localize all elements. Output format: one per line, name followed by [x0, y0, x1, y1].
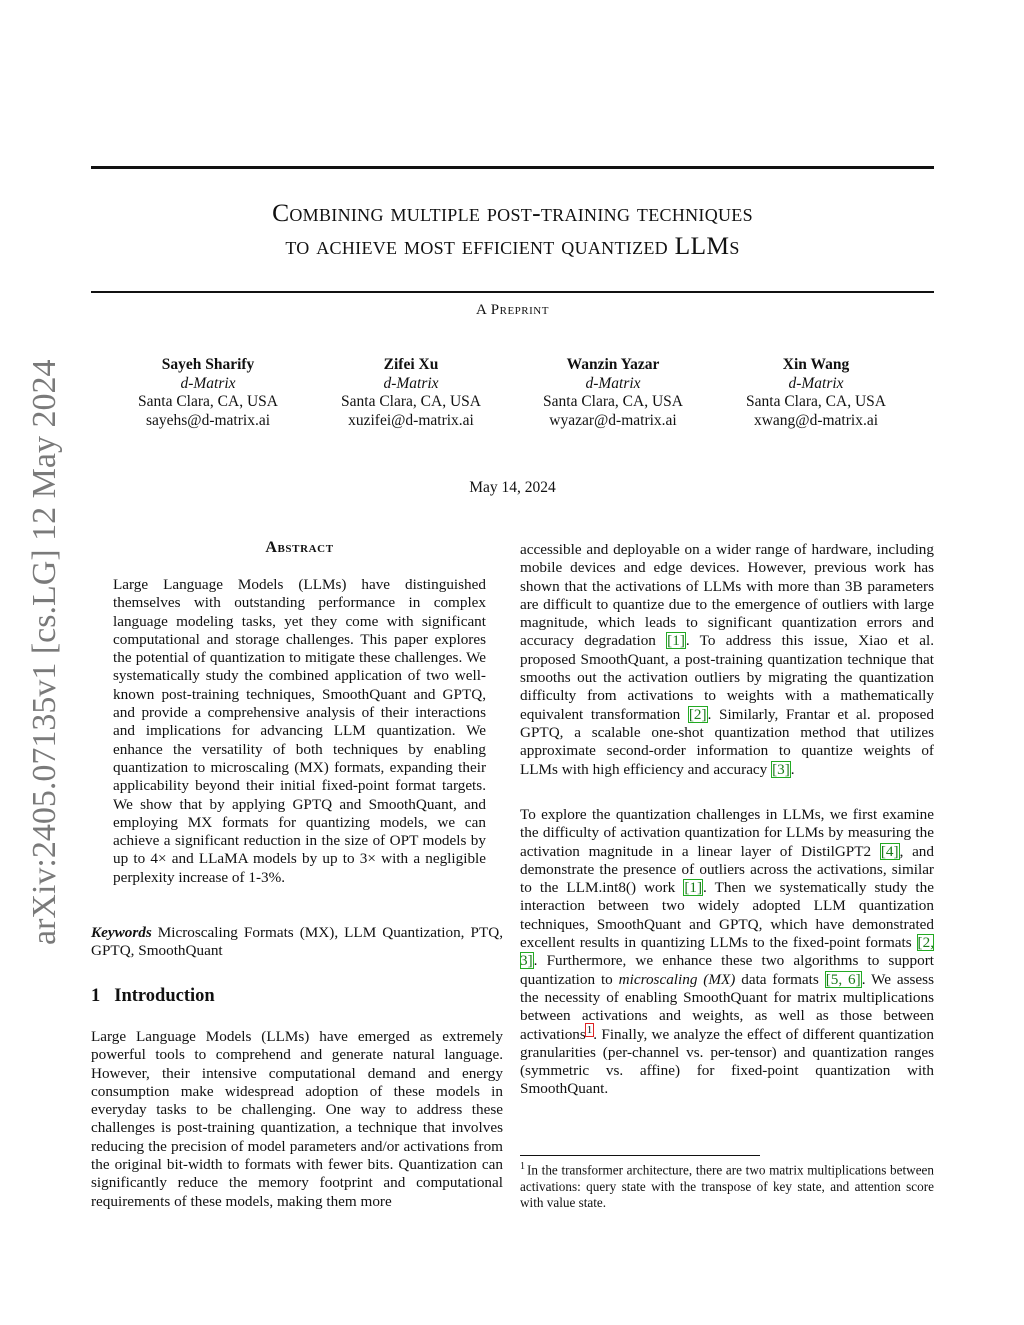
keywords	[91, 924, 503, 961]
citation-link[interactable]: [1]	[684, 879, 703, 897]
citation-link[interactable]: [1]	[667, 632, 685, 650]
author-email: xwang@d-matrix.ai	[753, 411, 879, 429]
footnote-text: In the transformer architecture, there are two matrix multiplications between activations: query state with the transpose of key state, and attention score with value state.	[520, 1162, 934, 1211]
author-name: Wanzin Yazar	[566, 356, 660, 373]
footnote-mark: 1	[520, 1161, 525, 1172]
text-run: . We assess the necessity of enabling SmoothQuant for matrix multiplications between activations and weights, as well as those between activations	[520, 970, 934, 1043]
section-number: 1	[91, 986, 101, 1006]
text-run: . To address this issue, Xiao et al. proposed SmoothQuant, a post-training quantization technique that smooths out the activation outliers by migrating the quantization difficulty from activations to weights with a mathematically equivalent transformation	[520, 632, 934, 723]
section-title: Introduction	[114, 986, 215, 1006]
preprint-label: A Preprint	[476, 302, 549, 318]
title-bottom-rule	[91, 291, 934, 293]
citation-link[interactable]: [5, 6]	[825, 970, 861, 988]
footnote-reference[interactable]: 1	[586, 1023, 593, 1036]
emphasis-text: microscaling (MX)	[618, 970, 736, 988]
citation-link[interactable]: [4]	[880, 842, 899, 860]
intro-paragraph-right-1	[520, 541, 934, 779]
text-run: To explore the quantization challenges in LLMs, we first examine the difficulty of activation quantization for LLMs by measuring the activation magnitude in a linear layer of DistilGPT2	[520, 806, 934, 860]
intro-paragraph-left: Large Language Models (LLMs) have emerged as extremely powerful tools to comprehend and generate natural language. However, their intensive computational demand and energy consumption make widespread adoption of these models in everyday tasks to be challenging. One way to address these challenges is post-training quantization, a technique that involves reducing the precision of model parameters and/or activations from the original bit-width to formats with fewer bits. Quantization can significantly reduce the memory footprint and computational requirements of these models, making them more	[91, 1028, 503, 1210]
author-affiliation: d-Matrix	[788, 374, 844, 392]
intro-paragraph-right-2	[520, 806, 934, 1099]
author-email: sayehs@d-matrix.ai	[145, 411, 271, 429]
author-email: wyazar@d-matrix.ai	[549, 411, 677, 429]
author-name: Xin Wang	[782, 356, 850, 373]
citation-link[interactable]: [2, 3]	[520, 934, 934, 970]
text-run: accessible and deployable on a wider range of hardware, including mobile devices and edge devices. However, previous work has shown that the activations of LLMs with more than 3B parameters are difficult to quantize due to the emergence of outliers with large magnitude, which leads to significant quantization errors and accuracy degradation	[520, 541, 934, 650]
text-run: . Then we systematically study the interaction between two widely adopted LLM quantization techniques, SmoothQuant and GPTQ, which have demonstrated excellent results in quantizing LLMs to the fixed-point formats	[520, 879, 934, 952]
text-run: , and demonstrate the presence of outliers across the activations, similar to the LLM.int8() work	[520, 842, 934, 897]
author-location: Santa Clara, CA, USA	[138, 393, 278, 410]
arxiv-identifier	[25, 345, 65, 945]
text-run: . Finally, we analyze the effect of different quantization granularities (per-channel vs. per-tensor) and quantization ranges (symmetric vs. affine) for fixed-point quantization with SmoothQuant.	[520, 1025, 934, 1098]
author-block	[711, 356, 921, 430]
title-top-rule	[91, 166, 934, 169]
paper-title	[91, 196, 934, 262]
citation-link[interactable]: [3]	[772, 760, 790, 778]
section-heading	[91, 986, 215, 1007]
author-block	[103, 356, 313, 430]
arxiv-identifier-text: arXiv:2405.07135v1 [cs.LG] 12 May 2024	[26, 359, 63, 945]
text-run: data formats	[735, 970, 825, 988]
text-run: . Similarly, Frantar et al. proposed GPTQ, a scalable one-shot quantization method that utilizes approximate second-order information to quantize weights of LLMs with high efficiency and accuracy	[520, 705, 934, 778]
author-name: Sayeh Sharify	[161, 356, 255, 373]
footnote	[520, 1159, 934, 1212]
text-run: . Furthermore, we enhance these two algorithms to support quantization to	[520, 952, 934, 988]
author-location: Santa Clara, CA, USA	[341, 393, 481, 410]
keywords-text: Microscaling Formats (MX), LLM Quantization, PTQ, GPTQ, SmoothQuant	[91, 924, 503, 960]
author-location: Santa Clara, CA, USA	[543, 393, 683, 410]
footnote-rule	[520, 1155, 760, 1156]
author-affiliation: d-Matrix	[585, 374, 641, 392]
citation-link[interactable]: [2]	[688, 705, 707, 723]
author-email: xuzifei@d-matrix.ai	[348, 411, 474, 429]
author-block	[306, 356, 516, 430]
author-location: Santa Clara, CA, USA	[746, 393, 886, 410]
author-affiliation: d-Matrix	[383, 374, 439, 392]
author-block	[508, 356, 718, 430]
title-line-1: Combining multiple post-training techniques	[272, 198, 753, 227]
title-line-2: to achieve most efficient quantized LLMs	[285, 231, 740, 260]
abstract-heading: Abstract	[265, 539, 334, 556]
text-run: .	[790, 760, 795, 778]
keywords-label: Keywords	[91, 924, 152, 941]
author-name: Zifei Xu	[383, 356, 439, 373]
abstract-text: Large Language Models (LLMs) have distinguished themselves with outstanding performance in complex language modeling tasks, yet they come with significant computational and storage challenges. This paper explores the potential of quantization to mitigate these challenges. We systematically study the combined application of two well-known post-training techniques, SmoothQuant and GPTQ, and provide a comprehensive analysis of their interactions and implications for advancing LLM quantization. We enhance the versatility of both techniques by enabling quantization to microscaling (MX) formats, expanding their applicability beyond their initial fixed-point format targets. We show that by applying GPTQ and SmoothQuant, and employing MX formats for quantizing models, we can achieve a significant reduction in the size of OPT models by up to 4× and LLaMA models by up to 3× with a negligible perplexity increase of 1-3%.	[113, 576, 486, 886]
author-affiliation: d-Matrix	[180, 374, 236, 392]
publication-date: May 14, 2024	[469, 479, 556, 496]
